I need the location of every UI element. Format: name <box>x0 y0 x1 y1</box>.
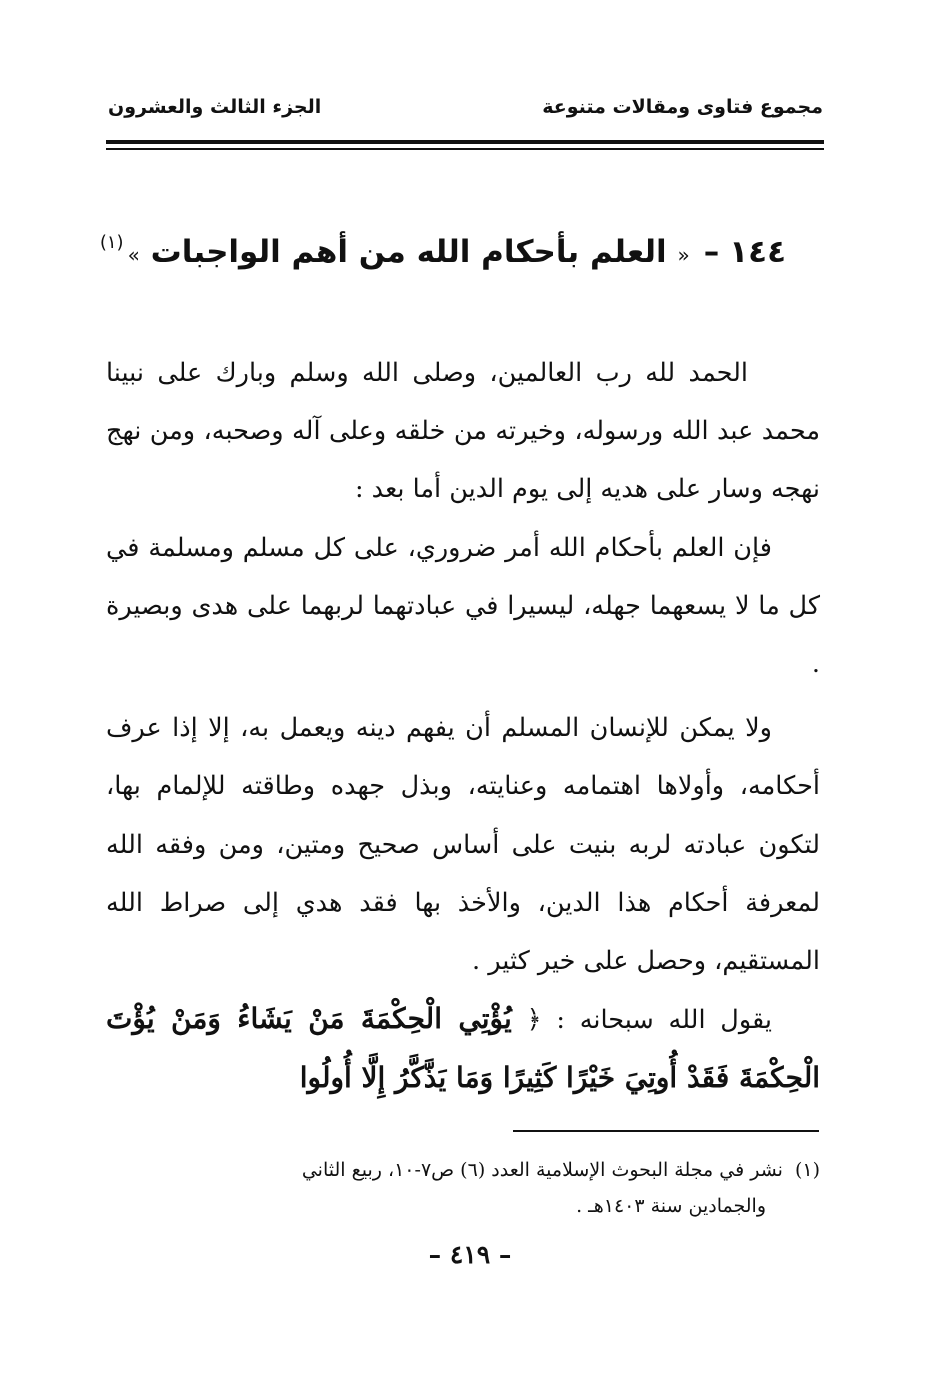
header-rule-thin <box>106 148 824 150</box>
book-title: مجموع فتاوى ومقالات متنوعة <box>542 96 823 118</box>
header-rule-thick <box>106 140 824 144</box>
article-dash: – <box>703 234 720 270</box>
article-title: العلم بأحكام الله من أهم الواجبات <box>150 234 667 270</box>
footnote-reference: (١) <box>99 232 124 253</box>
quran-verse: يُؤْتِي الْحِكْمَةَ مَنْ يَشَاءُ وَمَنْ يُؤْتَ الْحِكْمَةَ فَقَدْ أُوتِيَ خَيْرًا كَثِيرًا وَمَا يَذَّكَّرُ إِلَّا أُولُوا <box>106 1002 820 1095</box>
paragraph-2: فإن العلم بأحكام الله أمر ضروري، على كل مسلم ومسلمة في كل ما لا يسعهما جهله، ليسيرا في عبادتهما لربهما على هدى وبصيرة . <box>106 532 820 680</box>
article-body <box>106 344 820 1109</box>
footnote-separator <box>513 1130 819 1132</box>
paragraph-3: ولا يمكن للإنسان المسلم أن يفهم دينه ويعمل به، إلا إذا عرف أحكامه، وأولاها اهتمامه وعنايته، وبذل جهده وطاقته للإلمام بها، لتكون عبادته لربه بنيت على أساس صحيح ومتين، ومن وفقه الله لمعرفة أحكام هذا الدين، والأخذ بها فقد هدي إلى صراط الله المستقيم، وحصل على خير كثير . <box>106 713 820 977</box>
verse-intro: يقول الله سبحانه : <box>556 1005 773 1036</box>
article-number: ١٤٤ <box>729 234 786 270</box>
footnote-line-2: والجمادين سنة ١٤٠٣هـ . <box>576 1195 766 1217</box>
footnote-text-1: نشر في مجلة البحوث الإسلامية العدد (٦) ص٧-١٠، ربيع الثاني <box>301 1159 783 1181</box>
paragraph-verse <box>106 990 820 1108</box>
volume-label: الجزء الثالث والعشرون <box>108 96 322 118</box>
footnote-number: (١) <box>794 1159 820 1181</box>
verse-open-bracket: ﴿ <box>526 1005 542 1036</box>
title-close-quote: » <box>127 243 140 267</box>
title-open-quote: « <box>677 243 690 267</box>
article-heading <box>99 232 786 292</box>
paragraph-1: الحمد لله رب العالمين، وصلى الله وسلم وبارك على نبينا محمد عبد الله ورسوله، وخيرته من خلقه وعلى آله وصحبه، ومن نهج نهجه وسار على هديه إلى يوم الدين أما بعد : <box>106 358 820 505</box>
footnote <box>106 1152 820 1224</box>
footnote-line-1 <box>106 1152 820 1188</box>
page-number: – ٤١٩ – <box>428 1240 512 1269</box>
running-header <box>108 96 823 126</box>
